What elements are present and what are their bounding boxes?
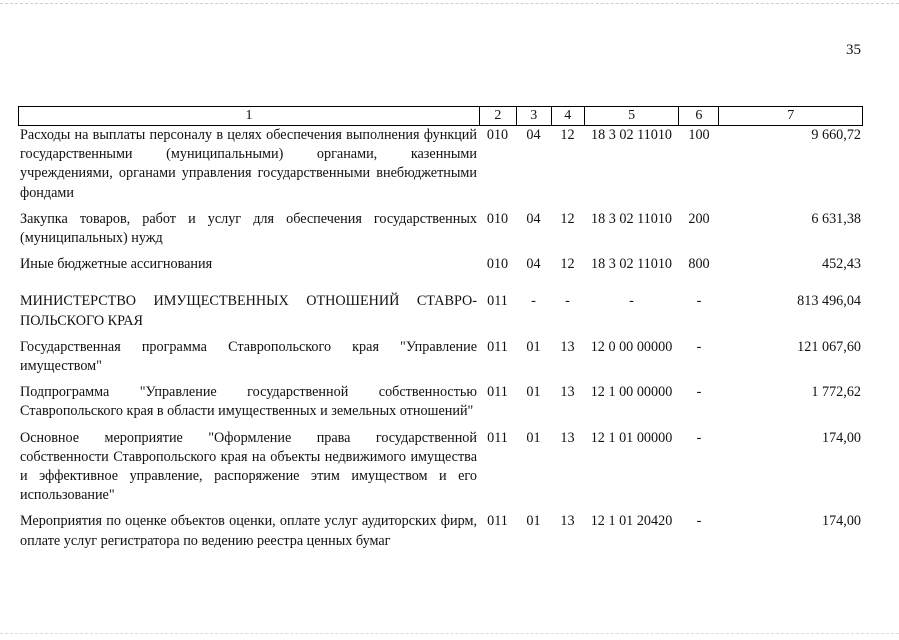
row-code-subsection: 12 (560, 210, 575, 227)
row-description: Мероприятия по оценке объектов оценки, оплате услуг аудиторских фирм, оплате услуг регистратора по ведению реестра ценных бумаг (20, 513, 477, 549)
table-row (18, 429, 863, 506)
row-code-admin: 011 (487, 384, 508, 401)
header-col-7: 7 (718, 107, 862, 125)
row-description: Подпрограмма "Управление государственной собственностью Ставропольского края в области имущественных и земельных отношений" (20, 384, 477, 420)
row-description: Закупка товаров, работ и услуг для обеспечения государственных (муниципальных) нужд (20, 210, 477, 247)
row-code-admin: 011 (487, 293, 508, 310)
row-code-expense-type: - (696, 293, 702, 310)
header-col-5: 5 (584, 107, 679, 125)
table-row (18, 383, 863, 421)
table-row (18, 126, 863, 203)
row-amount: 9 660,72 (811, 127, 861, 143)
row-code-subsection: 13 (560, 513, 575, 530)
row-amount: 1 772,62 (811, 384, 861, 401)
table-row (18, 338, 863, 376)
row-code-admin: 011 (487, 513, 508, 530)
row-code-target: 12 0 00 00000 (590, 338, 673, 355)
row-code-section: 01 (526, 513, 541, 530)
row-code-expense-type: 200 (688, 210, 710, 227)
row-code-section: 04 (526, 127, 541, 143)
table-row (18, 292, 863, 330)
header-col-4: 4 (551, 107, 584, 125)
row-code-section: - (531, 293, 536, 310)
page-number: 35 (846, 42, 861, 58)
row-description: Иные бюджетные ассигнования (20, 256, 213, 273)
row-code-target: 12 1 01 00000 (590, 429, 673, 446)
row-amount: 813 496,04 (797, 293, 861, 310)
header-col-6: 6 (678, 107, 718, 125)
row-amount: 6 631,38 (811, 210, 861, 227)
row-code-admin: 010 (486, 210, 509, 227)
table-row (18, 210, 863, 248)
row-description: Государственная программа Ставропольского края "Управление имуществом" (20, 338, 477, 375)
row-code-expense-type: 800 (688, 256, 710, 273)
row-code-target: 18 3 02 11010 (590, 256, 673, 273)
row-code-target: 12 1 00 00000 (590, 384, 673, 401)
row-code-subsection: 13 (560, 338, 575, 355)
row-code-admin: 010 (486, 256, 509, 273)
table-row (18, 255, 863, 274)
header-col-1: 1 (245, 108, 253, 123)
row-code-admin: 011 (487, 429, 508, 446)
scan-bottom-edge (0, 633, 899, 634)
row-code-admin: 010 (486, 127, 509, 143)
row-amount: 121 067,60 (797, 338, 861, 355)
row-description: Расходы на выплаты персоналу в целях обеспечения выполнения функций государственными (муниципальными) органами, казенными учреждениями, органами управления государственными внебюджетными фондами (20, 127, 477, 201)
row-code-admin: 011 (487, 338, 508, 355)
table-header-row (18, 106, 863, 126)
row-amount: 174,00 (821, 429, 861, 446)
row-code-subsection: 12 (560, 127, 575, 143)
row-code-section: 01 (526, 384, 541, 401)
row-description: Основное мероприятие "Оформление права государственной собственности Ставропольского края на объекты недвижимого имущества и эффективное управление, распоряжение этим имуществом и его использование" (20, 429, 477, 504)
row-code-target: 18 3 02 11010 (590, 127, 673, 143)
row-code-expense-type: - (696, 384, 702, 401)
row-amount: 174,00 (821, 513, 861, 530)
row-description: МИНИСТЕРСТВО ИМУЩЕСТВЕННЫХ ОТНОШЕНИЙ СТАВРО-ПОЛЬСКОГО КРАЯ (20, 293, 477, 329)
row-code-subsection: - (565, 293, 570, 310)
row-code-expense-type: 100 (688, 127, 710, 143)
row-code-section: 01 (526, 338, 541, 355)
table-body (18, 126, 863, 551)
row-code-subsection: 13 (560, 384, 575, 401)
row-code-target: 18 3 02 11010 (590, 210, 673, 227)
header-col-2: 2 (479, 107, 516, 125)
row-code-expense-type: - (696, 513, 702, 530)
row-code-target: 12 1 01 20420 (590, 513, 673, 530)
header-col-3: 3 (516, 107, 551, 125)
row-code-target: - (629, 293, 634, 310)
row-amount: 452,43 (821, 256, 861, 273)
row-code-section: 01 (526, 429, 541, 446)
row-code-section: 04 (526, 256, 541, 273)
scan-top-edge (0, 3, 899, 4)
row-code-subsection: 13 (560, 429, 575, 446)
row-code-expense-type: - (696, 429, 702, 446)
row-code-section: 04 (526, 210, 541, 227)
table-row (18, 512, 863, 550)
row-code-expense-type: - (696, 338, 702, 355)
row-code-subsection: 12 (560, 256, 575, 273)
